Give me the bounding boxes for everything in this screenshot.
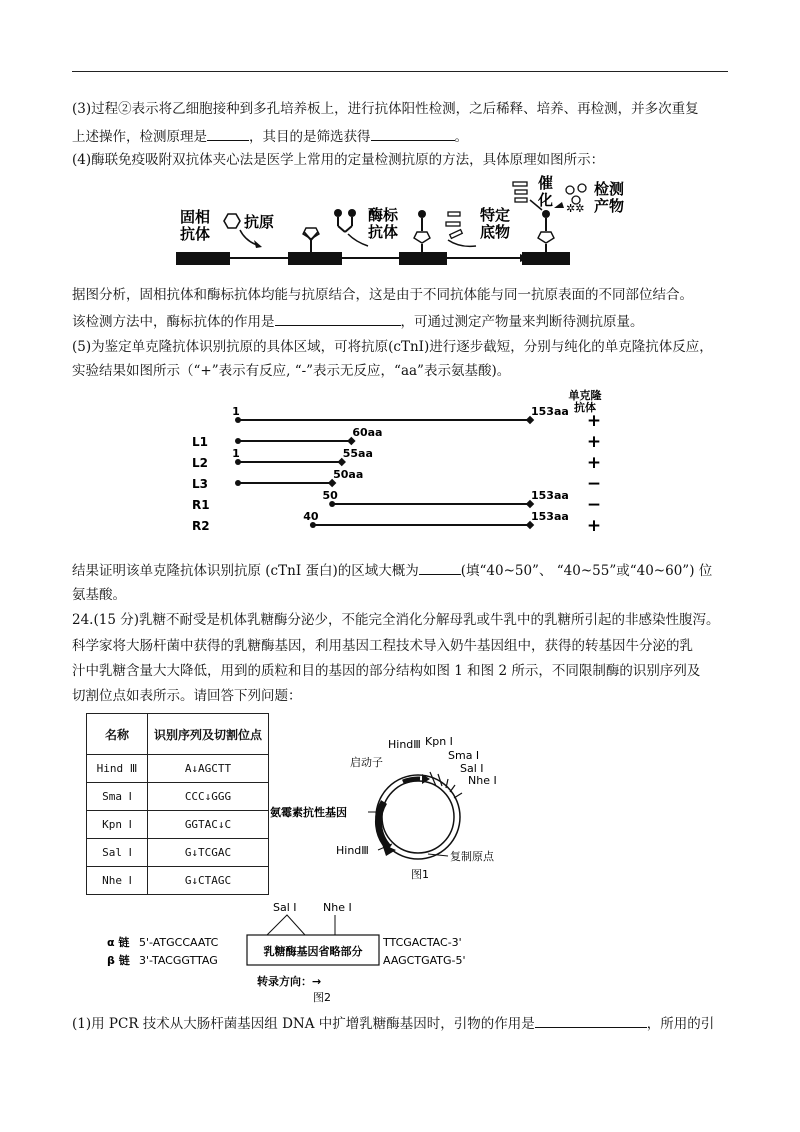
row-label: R1 <box>192 498 210 512</box>
answer-blank[interactable] <box>419 560 461 575</box>
reaction-result: − <box>586 474 602 494</box>
reaction-result: + <box>586 432 602 452</box>
header-rule <box>72 71 728 72</box>
q4-line1: (4)酶联免疫吸附双抗体夹心法是医学上常用的定量检测抗原的方法，具体原理如图所示： <box>72 152 605 168</box>
label-enzyme-antibody: 酶标 <box>368 206 399 224</box>
answer-blank[interactable] <box>371 126 455 141</box>
row-label: L3 <box>192 477 208 491</box>
start-label: 1 <box>232 405 240 418</box>
svg-text:5'-ATGCCAATC: 5'-ATGCCAATC <box>139 936 219 949</box>
end-label: 50aa <box>333 468 364 481</box>
start-label: 40 <box>303 510 319 523</box>
reaction-result: − <box>586 495 602 515</box>
plasmid-sal: Sal Ⅰ <box>460 762 484 775</box>
q24-line2: 科学家将大肠杆菌中获得的乳糖酶基因，利用基因工程技术导入奶牛基因组中，获得的转基因牛分泌的乳 <box>72 638 693 654</box>
gene-sal: Sal Ⅰ <box>273 901 297 914</box>
plasmid-promoter: 启动子 <box>350 756 383 769</box>
answer-blank[interactable] <box>535 1013 647 1028</box>
plasmid-amp-gene: 氨霉素抗性基因 <box>270 806 347 819</box>
gene-figure <box>105 895 525 1005</box>
plasmid-hind-top: HindⅢ <box>388 738 421 751</box>
elisa-diagram <box>150 170 670 275</box>
svg-text:化: 化 <box>538 191 554 209</box>
q4-question: 该检测方法中，酶标抗体的作用是 ，可通过测定产物量来判断待测抗原量。 <box>72 311 732 332</box>
gene-nhe: Nhe Ⅰ <box>323 901 352 914</box>
q5-line2: 实验结果如图所示（“+”表示有反应, “-”表示无反应，“aa”表示氨基酸)。 <box>72 363 511 379</box>
label-catalysis: 催 <box>538 174 554 192</box>
label-solid-antibody: 固相 <box>180 208 211 226</box>
table-row: Kpn Ⅰ GGTAC↓C <box>87 811 269 839</box>
reaction-result: + <box>586 453 602 473</box>
q24-line3: 汁中乳糖含量大大降低，用到的质粒和目的基因的部分结构如图 1 和图 2 所示，不同限制酶的识别序列及 <box>72 663 701 679</box>
end-label: 60aa <box>352 426 383 439</box>
fragment-start <box>235 480 241 486</box>
plasmid-figure <box>268 730 528 885</box>
row-label: L1 <box>192 435 208 449</box>
plasmid-sma: Sma Ⅰ <box>448 749 480 762</box>
start-label: 1 <box>232 447 240 460</box>
figure2-caption: 图2 <box>313 991 331 1004</box>
transcription-direction: 转录方向：→ <box>257 975 322 988</box>
q3-line2: 上述操作，检测原理是 ，其目的是筛选获得 。 <box>72 126 732 147</box>
q5-line1: (5)为鉴定单克隆抗体识别抗原的具体区域，可将抗原(cTnI)进行逐步截短，分别与纯化的单克隆抗体反应， <box>72 339 713 355</box>
plasmid-nhe: Nhe Ⅰ <box>468 774 497 787</box>
reaction-result: + <box>586 411 602 431</box>
q4-analysis: 据图分析，固相抗体和酶标抗体均能与抗原结合，这是由于不同抗体能与同一抗原表面的不同部位结合。 <box>72 287 693 303</box>
alpha-strand-label: α 链 <box>107 936 130 949</box>
table-header-name: 名称 <box>87 714 148 755</box>
svg-text:抗体: 抗体 <box>574 401 596 414</box>
label-antigen: 抗原 <box>244 213 275 231</box>
antibody-header: 单克隆 <box>568 389 602 402</box>
svg-text:✲✲: ✲✲ <box>566 202 585 215</box>
svg-text:抗体: 抗体 <box>368 223 399 241</box>
start-label: 50 <box>322 489 338 502</box>
q24-line1: 24.(15 分)乳糖不耐受是机体乳糖酶分泌少，不能完全消化分解母乳或牛乳中的乳糖所引起的非感染性腹泻。 <box>72 612 720 628</box>
end-label: 153aa <box>531 489 569 502</box>
table-row: Nhe Ⅰ G↓CTAGC <box>87 867 269 895</box>
end-label: 153aa <box>531 510 569 523</box>
gene-box-label: 乳糖酶基因省略部分 <box>263 945 363 958</box>
q24-line4: 切割位点如表所示。请回答下列问题： <box>72 688 302 704</box>
svg-text:产物: 产物 <box>594 197 625 215</box>
svg-text:AAGCTGATG-5': AAGCTGATG-5' <box>383 954 466 967</box>
label-substrate: 特定 <box>480 206 511 224</box>
figure1-caption: 图1 <box>411 868 429 881</box>
row-label: R2 <box>192 519 210 533</box>
fragment-start <box>235 438 241 444</box>
end-label: 153aa <box>531 405 569 418</box>
svg-text:抗体: 抗体 <box>180 225 211 243</box>
table-header-site: 识别序列及切割位点 <box>148 714 269 755</box>
label-product: 检测 <box>594 180 625 198</box>
q24-sub1: (1)用 PCR 技术从大肠杆菌基因组 DNA 中扩增乳糖酶基因时，引物的作用是 ，所用的引 <box>72 1013 732 1034</box>
q5-result-end: 氨基酸。 <box>72 587 126 603</box>
truncation-diagram <box>180 385 620 545</box>
q5-result: 结果证明该单克隆抗体识别抗原 (cTnI 蛋白)的区域大概为 (填“40~50”、 “40~55”或“40~60”) 位 <box>72 560 732 581</box>
answer-blank[interactable] <box>207 126 249 141</box>
plasmid-hind-bottom: HindⅢ <box>336 844 369 857</box>
q3-line1: (3)过程②表示将乙细胞接种到多孔培养板上，进行抗体阳性检测，之后稀释、培养、再检测，并多次重复 <box>72 101 699 117</box>
beta-strand-label: β 链 <box>107 954 130 967</box>
reaction-result: + <box>586 516 602 536</box>
table-row: Hind Ⅲ A↓AGCTT <box>87 755 269 783</box>
end-label: 55aa <box>342 447 373 460</box>
plasmid-kpn: Kpn Ⅰ <box>425 735 453 748</box>
table-row: Sal Ⅰ G↓TCGAC <box>87 839 269 867</box>
answer-blank[interactable] <box>275 311 401 326</box>
plasmid-ori: 复制原点 <box>450 850 494 863</box>
enzyme-table <box>86 713 269 895</box>
svg-text:TTCGACTAC-3': TTCGACTAC-3' <box>383 936 462 949</box>
table-row: Sma Ⅰ CCC↓GGG <box>87 783 269 811</box>
svg-text:3'-TACGGTTAG: 3'-TACGGTTAG <box>139 954 218 967</box>
svg-text:底物: 底物 <box>480 223 511 241</box>
row-label: L2 <box>192 456 208 470</box>
